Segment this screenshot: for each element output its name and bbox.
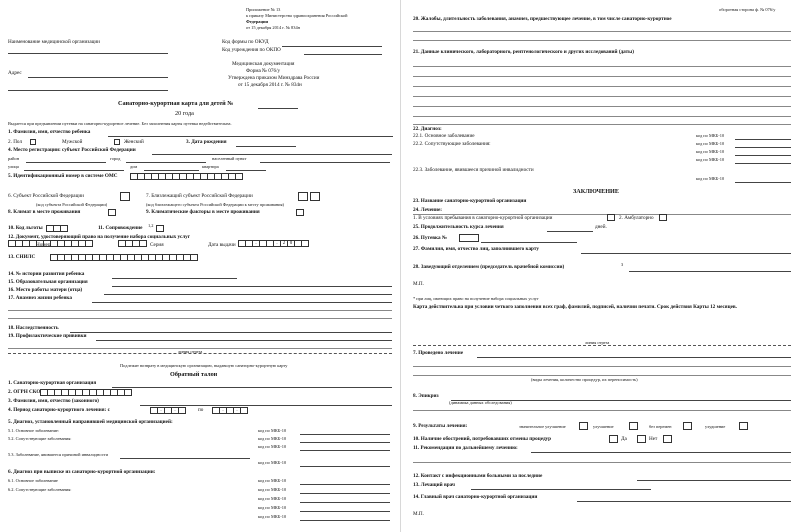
field-22-3-label: 22.3. Заболевание, явившееся причиной инвалидности <box>413 167 534 173</box>
field-11-label: 11. Сопровождение <box>98 225 143 231</box>
card-year: 20 года <box>175 110 194 117</box>
field-8-label: 8. Климат в месте проживания <box>8 209 81 215</box>
field-21-line[interactable] <box>413 106 791 107</box>
field-20-line[interactable] <box>413 31 791 32</box>
mkb-line[interactable] <box>300 511 390 512</box>
field-6-label: 6. Субъект Российской Федерации <box>8 193 84 199</box>
coupon-5-3-label: 5.3. Заболевание, явившееся причиной инвалидности <box>8 452 108 457</box>
doc-number-label: Номер <box>36 242 51 248</box>
coupon-8-note: (динамика данных обследования) <box>449 400 512 405</box>
address-line-2 <box>8 90 168 91</box>
mkb-line[interactable] <box>735 139 791 140</box>
field-3-label: 3. Дата рождения <box>186 139 227 145</box>
cut-line-label: линия отреза <box>178 349 203 354</box>
field-4-label: 4. Место регистрации: субъект Российской Федерации <box>8 147 136 153</box>
field-22-1-label: 22.1. Основное заболевание <box>413 133 475 139</box>
period-to-cells[interactable]: . . <box>212 407 247 414</box>
result-option-1: значительное улучшение <box>519 424 566 429</box>
form-number: Форма № 076/у <box>246 68 281 74</box>
birth-date-line[interactable] <box>236 146 296 147</box>
coupon-2-label: 2. ОГРН СКО <box>8 389 41 395</box>
doc-series-cells[interactable] <box>118 240 146 247</box>
field-22-2-label: 22.2. Сопутствующие заболевания: <box>413 141 491 147</box>
field-10-label: 10. Код льготы <box>8 225 43 231</box>
field-21-line[interactable] <box>413 86 791 87</box>
approved-by: Утверждена приказом Минздрава России <box>228 75 320 81</box>
field-17-label: 17. Анамнез жизни ребенка <box>8 295 72 301</box>
address-label: Адрес <box>8 70 22 76</box>
field-11-sup: 1,2 <box>148 223 154 228</box>
dom-label: дом <box>130 164 138 169</box>
exacerbation-no-label: Нет <box>649 436 658 442</box>
field-24-label: 24. Лечение: <box>413 207 443 213</box>
period-to-label: по <box>198 407 204 413</box>
coupon-7-line[interactable] <box>477 357 791 358</box>
coupon-12-label: 12. Контакт с инфекционными больными за последние <box>413 473 543 479</box>
annex-line-4: от 15 декабря 2014 г. № 834н <box>246 25 300 30</box>
coupon-9-label: 9. Результаты лечения: <box>413 423 468 429</box>
field-25-label: 25. Продолжительность курса лечения <box>413 224 504 230</box>
mkb-label: код по МКБ-10 <box>258 505 287 510</box>
gorod-line[interactable] <box>126 162 206 163</box>
ulica-line[interactable] <box>24 170 124 171</box>
doc-issue-date-label: Дата выдачи <box>208 242 236 248</box>
exacerbation-no-box[interactable] <box>637 435 646 443</box>
mkb-line[interactable] <box>300 466 390 467</box>
field-14-label: 14. № истории развития ребенка <box>8 271 85 277</box>
field-19-label: 19. Профилактические прививки <box>8 333 87 339</box>
exacerbation-extra-box[interactable] <box>663 435 672 443</box>
climate-factors-box[interactable] <box>296 209 304 216</box>
exacerbation-yes-box[interactable] <box>609 435 618 443</box>
field-1-line[interactable] <box>108 136 393 137</box>
coupon-4-label: 4. Период санаторно-курортного лечения: с <box>8 407 110 413</box>
field-15-label: 15. Образовательная организация <box>8 279 88 285</box>
coupon-11-line[interactable] <box>531 452 791 453</box>
coupon-6-1-label: 6.1. Основное заболевание <box>8 478 58 483</box>
treatment-option-1-box[interactable] <box>607 214 615 221</box>
coupon-14-label: 14. Главный врач санаторно-курортной организации <box>413 494 538 500</box>
field-4-line[interactable] <box>152 154 392 155</box>
field-20-label: 20. Жалобы, длительность заболевания, анамнез, предшествующее лечение, в том числе санаторно-курортное <box>413 16 672 22</box>
okud-line <box>282 46 382 47</box>
voucher-number-box[interactable] <box>459 234 479 242</box>
org-label: Наименование медицинской организации <box>8 39 100 45</box>
mkb-line[interactable] <box>300 520 390 521</box>
oms-cells[interactable] <box>130 173 242 180</box>
field-23-label: 23. Название санаторно-курортной организации <box>413 198 527 204</box>
mkb-label: код по МКБ-10 <box>258 444 287 449</box>
field-16-line[interactable] <box>104 294 392 295</box>
female-checkbox[interactable] <box>114 139 120 145</box>
mkb-line[interactable] <box>300 484 390 485</box>
subject-code-box[interactable] <box>120 192 130 201</box>
field-17-line-2 <box>8 310 392 311</box>
field-28-label: 28. Заведующий отделением (председатель врачебной комиссии) <box>413 264 565 270</box>
stamp-place: М.П. <box>413 281 424 287</box>
kvartira-line[interactable] <box>226 170 266 171</box>
field-9-label: 9. Климатические факторы в месте проживания <box>146 209 260 215</box>
card-title: Санаторно-курортная карта для детей № <box>118 100 234 107</box>
result-option-2-box[interactable] <box>629 422 638 430</box>
field-14-line[interactable] <box>112 278 237 279</box>
footnote: * при лиц, имеющих право на получение набора социальных услуг <box>413 296 539 301</box>
back-side-label: оборотная сторона ф. № 076/у <box>719 7 776 12</box>
validity-note: Карта действительна при условии четкого заполнения всех граф, фамилий, подписей, наличии печати. Срок действия Карты 12 месяцев. <box>413 304 737 310</box>
mkb-line[interactable] <box>300 450 390 451</box>
field-1-label: 1. Фамилия, имя, отчество ребенка <box>8 129 91 135</box>
coupon-7-label: 7. Проведено лечение <box>413 350 464 356</box>
cut-line-label: линия отреза <box>585 340 610 345</box>
coupon-10-label: 10. Наличие обострений, потребовавших отмены процедур <box>413 436 552 442</box>
annex-line-3: Федерации <box>246 19 269 24</box>
course-length-line[interactable] <box>547 231 593 232</box>
coupon-11-label: 11. Рекомендации по дальнейшему лечению: <box>413 445 518 451</box>
doc-date-cells[interactable] <box>238 240 308 247</box>
field-2-label: 2. Пол <box>8 139 23 145</box>
field-7-note: (код близлежащего субъекта Российской Федерации к месту проживания) <box>146 202 284 207</box>
mkb-line[interactable] <box>735 147 791 148</box>
field-19-line[interactable] <box>96 340 392 341</box>
field-20-line[interactable] <box>413 40 791 41</box>
field-21-line[interactable] <box>413 66 791 67</box>
escort-box[interactable] <box>156 225 164 232</box>
result-option-3: без перемен <box>649 424 672 429</box>
coupon-13-line[interactable] <box>471 489 651 490</box>
gorod-label: город <box>110 156 121 161</box>
mkb-label: код по МКБ-10 <box>696 157 725 162</box>
treatment-option-2: 2. Амбулаторно <box>619 215 654 221</box>
doc-number-cells[interactable] <box>8 240 92 247</box>
field-27-line[interactable] <box>581 253 791 254</box>
coupon-5-1-label: 5.1. Основное заболевание: <box>8 428 60 433</box>
mkb-line[interactable] <box>735 163 791 164</box>
approved-date: от 15 декабря 2014 г. № 834н <box>238 82 302 88</box>
return-coupon-title: Обратный талон <box>170 371 218 378</box>
field-21-label: 21. Данные клинического, лабораторного, рентгенологического и других исследований (даты) <box>413 49 634 55</box>
mkb-label: код по МКБ-10 <box>696 141 725 146</box>
field-21-line[interactable] <box>413 116 791 117</box>
coupon-1-label: 1. Санаторно-курортная организация <box>8 380 97 386</box>
result-option-4-box[interactable] <box>739 422 748 430</box>
ogrn-cells[interactable] <box>40 389 131 396</box>
field-18-line[interactable] <box>70 332 392 333</box>
mkb-label: код по МКБ-10 <box>696 176 725 181</box>
result-option-2: улучшение <box>593 424 614 429</box>
mkb-label: код по МКБ-10 <box>258 460 287 465</box>
mkb-label: код по МКБ-10 <box>258 487 287 492</box>
mkb-line[interactable] <box>300 434 390 435</box>
coupon-7-line[interactable] <box>413 375 791 376</box>
annex-line-2: к приказу Министерства здравоохранения Российской <box>246 13 348 18</box>
coupon-13-label: 13. Лечащий врач <box>413 482 455 488</box>
coupon-6-label: 6. Диагноз при выписке из санаторно-курортной организации: <box>8 469 156 475</box>
coupon-1-line[interactable] <box>112 387 392 388</box>
field-21-line[interactable] <box>413 76 791 77</box>
coupon-7-note: (виды лечения, количество процедур, их переносимость) <box>531 377 638 382</box>
benefit-code-cells[interactable] <box>46 225 67 232</box>
coupon-5-3-line[interactable] <box>120 458 250 459</box>
coupon-5-label: 5. Диагноз, установленный направившей медицинской организацией: <box>8 419 173 425</box>
field-16-label: 16. Место работы матери (отца) <box>8 287 83 293</box>
male-label: Мужской <box>62 139 83 145</box>
result-option-4: ухудшение <box>705 424 726 429</box>
field-26-label: 26. Путевка № <box>413 235 448 241</box>
doc-series-label: Серия <box>150 242 164 248</box>
near-subject-box-2[interactable] <box>310 192 320 201</box>
coupon-8-line[interactable] <box>413 410 791 411</box>
coupon-5-2-label: 5.2. Сопутствующие заболевания: <box>8 436 72 441</box>
field-6-note: (код субъекта Российской Федерации) <box>36 202 108 207</box>
voucher-number-line[interactable] <box>481 242 577 243</box>
okpo-line <box>304 54 382 55</box>
female-label: Женский <box>124 139 144 145</box>
field-21-line[interactable] <box>413 96 791 97</box>
coupon-14-line[interactable] <box>577 501 791 502</box>
near-subject-box-1[interactable] <box>298 192 308 201</box>
conclusion-title: ЗАКЛЮЧЕНИЕ <box>573 188 619 195</box>
okpo-label: Код учреждения по ОКПО <box>222 47 281 53</box>
course-days-label: дней. <box>595 224 607 230</box>
result-option-1-box[interactable] <box>579 422 588 430</box>
treatment-option-1: 1. В условиях пребывания в санаторно-курортной организации <box>413 215 553 221</box>
field-28-line[interactable] <box>629 271 791 272</box>
field-12-label: 12. Документ, удостоверяющий право на получение набора социальных услуг <box>8 234 191 240</box>
ulica-label: улица <box>8 164 19 169</box>
annex-line-1: Приложение № 13 <box>246 7 281 12</box>
kvartira-label: квартира <box>202 164 219 169</box>
field-22-label: 22. Диагноз: <box>413 126 442 132</box>
field-27-label: 27. Фамилия, имя, отчество лиц, заполнившего карту <box>413 246 539 252</box>
period-from-cells[interactable]: . . <box>150 407 185 414</box>
coupon-3-label: 3. Фамилия, имя, отчество (законного) <box>8 398 99 404</box>
return-note: Подлежит возврату в медицинскую организацию, выдавшую санаторно-курортную карту <box>120 363 288 368</box>
mkb-label: код по МКБ-10 <box>258 478 287 483</box>
date-cell[interactable]: 2 <box>280 240 288 247</box>
snils-cells[interactable] <box>50 254 197 261</box>
mkb-label: код по МКБ-10 <box>258 496 287 501</box>
result-option-3-box[interactable] <box>683 422 692 430</box>
mkb-line[interactable] <box>735 182 791 183</box>
dom-line[interactable] <box>144 170 199 171</box>
med-doc-label: Медицинская документация <box>232 61 295 67</box>
punkt-label: населенный пункт <box>212 156 247 161</box>
field-18-label: 18. Наследственность <box>8 325 59 331</box>
male-checkbox[interactable] <box>30 139 36 145</box>
card-number-line <box>258 108 298 109</box>
mkb-label: код по МКБ-10 <box>696 133 725 138</box>
field-5-label: 5. Идентификационный номер в системе ОМС <box>8 173 118 179</box>
cell[interactable] <box>85 240 93 247</box>
mkb-line[interactable] <box>300 493 390 494</box>
mkb-line[interactable] <box>735 155 791 156</box>
org-line <box>8 53 168 54</box>
field-17-line[interactable] <box>92 302 392 303</box>
coupon-7-line[interactable] <box>413 366 791 367</box>
rayon-label: район <box>8 156 20 161</box>
field-28-sup: 3 <box>621 262 624 267</box>
field-15-line[interactable] <box>112 286 392 287</box>
stamp-place-2: М.П. <box>413 511 424 517</box>
rayon-line[interactable] <box>26 162 106 163</box>
date-cell[interactable]: . <box>273 240 281 247</box>
form-back-page <box>400 0 800 532</box>
date-cell[interactable]: . <box>252 240 260 247</box>
address-line <box>28 77 168 78</box>
field-17-line-3 <box>8 318 392 319</box>
field-21-line[interactable] <box>413 124 791 125</box>
coupon-8-label: 8. Эпикриз <box>413 393 439 399</box>
mkb-line[interactable] <box>300 442 390 443</box>
mkb-label: код по МКБ-10 <box>696 149 725 154</box>
date-cell[interactable]: 0 <box>287 240 295 247</box>
coupon-12-line[interactable] <box>637 480 791 481</box>
coupon-6-2-label: 6.2. Сопутствующие заболевания: <box>8 487 72 492</box>
treatment-option-2-box[interactable] <box>659 214 667 221</box>
mkb-line[interactable] <box>300 502 390 503</box>
mkb-label: код по МКБ-10 <box>258 436 287 441</box>
okud-label: Код формы по ОКУД <box>222 39 269 45</box>
field-7-label: 7. Близлежащий субъект Российской Федерации <box>146 193 253 199</box>
coupon-3-line[interactable] <box>140 405 392 406</box>
mkb-label: код по МКБ-10 <box>258 428 287 433</box>
climate-box[interactable] <box>108 209 116 216</box>
date-cell[interactable] <box>301 240 309 247</box>
mkb-label: код по МКБ-10 <box>258 514 287 519</box>
coupon-11-line[interactable] <box>413 462 791 463</box>
punkt-line[interactable] <box>260 162 390 163</box>
field-13-label: 13. СНИЛС <box>8 254 36 260</box>
issue-note: Выдается при предъявлении путевки на санаторно-курортное лечение. Без заполнения карты путевка недействительна. <box>8 121 232 126</box>
exacerbation-yes-label: Да <box>621 436 627 442</box>
